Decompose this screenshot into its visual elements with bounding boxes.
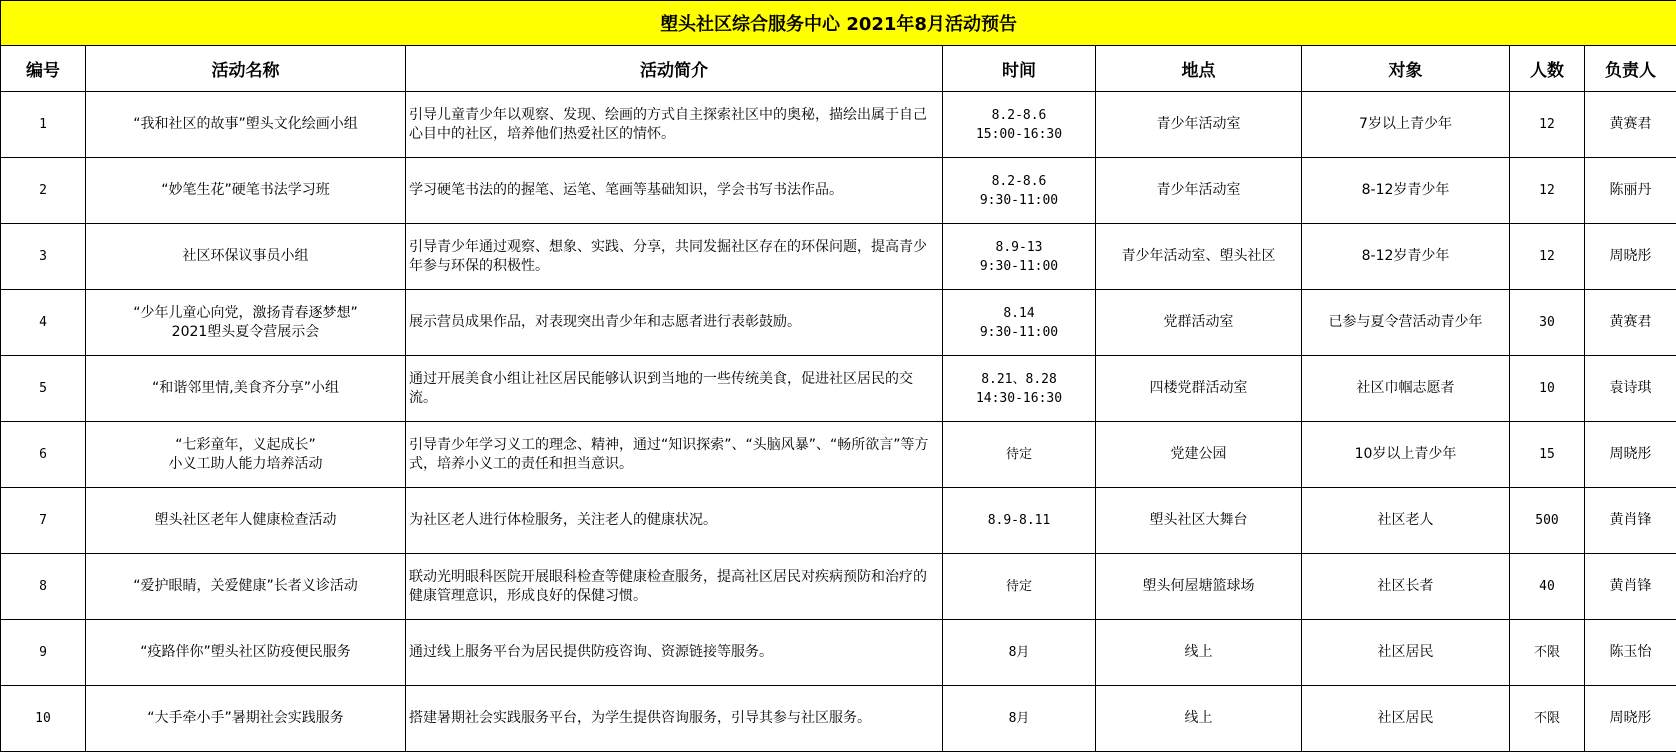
- cell-place[interactable]: 青少年活动室: [1096, 92, 1302, 158]
- table-row: [1, 356, 1676, 422]
- cell-target[interactable]: 社区巾帼志愿者: [1302, 356, 1510, 422]
- cell-time[interactable]: 8.14 9:30-11:00: [943, 290, 1096, 356]
- cell-time[interactable]: 待定: [943, 422, 1096, 488]
- cell-name[interactable]: 社区环保议事员小组: [86, 224, 406, 290]
- cell-count[interactable]: 500: [1510, 488, 1585, 554]
- cell-no[interactable]: 8: [1, 554, 86, 620]
- cell-target[interactable]: 社区老人: [1302, 488, 1510, 554]
- cell-name[interactable]: “我和社区的故事”塱头文化绘画小组: [86, 92, 406, 158]
- title-row: [1, 1, 1676, 46]
- cell-desc[interactable]: 通过线上服务平台为居民提供防疫咨询、资源链接等服务。: [406, 620, 943, 686]
- table-row: [1, 422, 1676, 488]
- cell-name[interactable]: “妙笔生花”硬笔书法学习班: [86, 158, 406, 224]
- cell-no[interactable]: 5: [1, 356, 86, 422]
- sheet-title[interactable]: 塱头社区综合服务中心 2021年8月活动预告: [1, 1, 1676, 46]
- table-row: [1, 554, 1676, 620]
- cell-no[interactable]: 2: [1, 158, 86, 224]
- cell-no[interactable]: 6: [1, 422, 86, 488]
- cell-place[interactable]: 青少年活动室: [1096, 158, 1302, 224]
- cell-name[interactable]: “爱护眼睛，关爱健康”长者义诊活动: [86, 554, 406, 620]
- cell-count[interactable]: 12: [1510, 224, 1585, 290]
- cell-owner[interactable]: 黄肖锋: [1585, 554, 1676, 620]
- cell-time[interactable]: 8.9-8.11: [943, 488, 1096, 554]
- cell-place[interactable]: 线上: [1096, 686, 1302, 752]
- cell-owner[interactable]: 陈玉怡: [1585, 620, 1676, 686]
- cell-name[interactable]: 塱头社区老年人健康检查活动: [86, 488, 406, 554]
- cell-place[interactable]: 青少年活动室、塱头社区: [1096, 224, 1302, 290]
- cell-name[interactable]: “大手牵小手”暑期社会实践服务: [86, 686, 406, 752]
- cell-name[interactable]: “和谐邻里情,美食齐分享”小组: [86, 356, 406, 422]
- table-row: [1, 686, 1676, 752]
- cell-desc[interactable]: 引导儿童青少年以观察、发现、绘画的方式自主探索社区中的奥秘，描绘出属于自己心目中的社区，培养他们热爱社区的情怀。: [406, 92, 943, 158]
- cell-count[interactable]: 不限: [1510, 620, 1585, 686]
- cell-name[interactable]: “少年儿童心向党，激扬青春逐梦想” 2021塱头夏令营展示会: [86, 290, 406, 356]
- cell-time[interactable]: 8.9-13 9:30-11:00: [943, 224, 1096, 290]
- cell-target[interactable]: 社区居民: [1302, 686, 1510, 752]
- cell-no[interactable]: 9: [1, 620, 86, 686]
- cell-count[interactable]: 40: [1510, 554, 1585, 620]
- cell-desc[interactable]: 搭建暑期社会实践服务平台，为学生提供咨询服务，引导其参与社区服务。: [406, 686, 943, 752]
- cell-place[interactable]: 党群活动室: [1096, 290, 1302, 356]
- cell-time[interactable]: 8.21、8.28 14:30-16:30: [943, 356, 1096, 422]
- cell-name[interactable]: “疫路伴你”塱头社区防疫便民服务: [86, 620, 406, 686]
- cell-target[interactable]: 社区居民: [1302, 620, 1510, 686]
- cell-no[interactable]: 4: [1, 290, 86, 356]
- header-desc[interactable]: 活动简介: [406, 46, 943, 92]
- table-row: [1, 488, 1676, 554]
- table-row: [1, 620, 1676, 686]
- table-body: [1, 92, 1676, 752]
- cell-desc[interactable]: 通过开展美食小组让社区居民能够认识到当地的一些传统美食，促进社区居民的交流。: [406, 356, 943, 422]
- cell-target[interactable]: 10岁以上青少年: [1302, 422, 1510, 488]
- cell-desc[interactable]: 引导青少年通过观察、想象、实践、分享，共同发掘社区存在的环保问题，提高青少年参与环保的积极性。: [406, 224, 943, 290]
- cell-place[interactable]: 四楼党群活动室: [1096, 356, 1302, 422]
- cell-owner[interactable]: 周晓彤: [1585, 224, 1676, 290]
- cell-no[interactable]: 3: [1, 224, 86, 290]
- cell-count[interactable]: 30: [1510, 290, 1585, 356]
- cell-count[interactable]: 12: [1510, 92, 1585, 158]
- header-owner[interactable]: 负责人: [1585, 46, 1676, 92]
- cell-time[interactable]: 8月: [943, 620, 1096, 686]
- cell-name[interactable]: “七彩童年，义起成长” 小义工助人能力培养活动: [86, 422, 406, 488]
- cell-owner[interactable]: 周晓彤: [1585, 686, 1676, 752]
- cell-place[interactable]: 塱头社区大舞台: [1096, 488, 1302, 554]
- cell-time[interactable]: 8.2-8.6 15:00-16:30: [943, 92, 1096, 158]
- header-time[interactable]: 时间: [943, 46, 1096, 92]
- cell-target[interactable]: 8-12岁青少年: [1302, 158, 1510, 224]
- cell-time[interactable]: 8月: [943, 686, 1096, 752]
- cell-desc[interactable]: 为社区老人进行体检服务，关注老人的健康状况。: [406, 488, 943, 554]
- cell-no[interactable]: 7: [1, 488, 86, 554]
- table-row: [1, 92, 1676, 158]
- cell-target[interactable]: 已参与夏令营活动青少年: [1302, 290, 1510, 356]
- cell-desc[interactable]: 展示营员成果作品，对表现突出青少年和志愿者进行表彰鼓励。: [406, 290, 943, 356]
- cell-owner[interactable]: 黄肖锋: [1585, 488, 1676, 554]
- header-target[interactable]: 对象: [1302, 46, 1510, 92]
- cell-owner[interactable]: 袁诗琪: [1585, 356, 1676, 422]
- cell-owner[interactable]: 陈丽丹: [1585, 158, 1676, 224]
- cell-desc[interactable]: 引导青少年学习义工的理念、精神，通过“知识探索”、“头脑风暴”、“畅所欲言”等方式，培养小义工的责任和担当意识。: [406, 422, 943, 488]
- cell-desc[interactable]: 学习硬笔书法的的握笔、运笔、笔画等基础知识，学会书写书法作品。: [406, 158, 943, 224]
- header-row: [1, 46, 1676, 92]
- cell-desc[interactable]: 联动光明眼科医院开展眼科检查等健康检查服务，提高社区居民对疾病预防和治疗的健康管理意识，形成良好的保健习惯。: [406, 554, 943, 620]
- cell-place[interactable]: 塱头何屋塘篮球场: [1096, 554, 1302, 620]
- cell-count[interactable]: 不限: [1510, 686, 1585, 752]
- cell-target[interactable]: 8-12岁青少年: [1302, 224, 1510, 290]
- cell-place[interactable]: 线上: [1096, 620, 1302, 686]
- cell-no[interactable]: 1: [1, 92, 86, 158]
- cell-count[interactable]: 10: [1510, 356, 1585, 422]
- cell-time[interactable]: 待定: [943, 554, 1096, 620]
- cell-time[interactable]: 8.2-8.6 9:30-11:00: [943, 158, 1096, 224]
- cell-count[interactable]: 12: [1510, 158, 1585, 224]
- header-no[interactable]: 编号: [1, 46, 86, 92]
- header-count[interactable]: 人数: [1510, 46, 1585, 92]
- cell-target[interactable]: 7岁以上青少年: [1302, 92, 1510, 158]
- cell-owner[interactable]: 黄赛君: [1585, 290, 1676, 356]
- table-row: [1, 158, 1676, 224]
- table-row: [1, 290, 1676, 356]
- header-place[interactable]: 地点: [1096, 46, 1302, 92]
- cell-no[interactable]: 10: [1, 686, 86, 752]
- cell-target[interactable]: 社区长者: [1302, 554, 1510, 620]
- cell-place[interactable]: 党建公园: [1096, 422, 1302, 488]
- table-row: [1, 224, 1676, 290]
- cell-owner[interactable]: 黄赛君: [1585, 92, 1676, 158]
- header-name[interactable]: 活动名称: [86, 46, 406, 92]
- cell-count[interactable]: 15: [1510, 422, 1585, 488]
- cell-owner[interactable]: 周晓彤: [1585, 422, 1676, 488]
